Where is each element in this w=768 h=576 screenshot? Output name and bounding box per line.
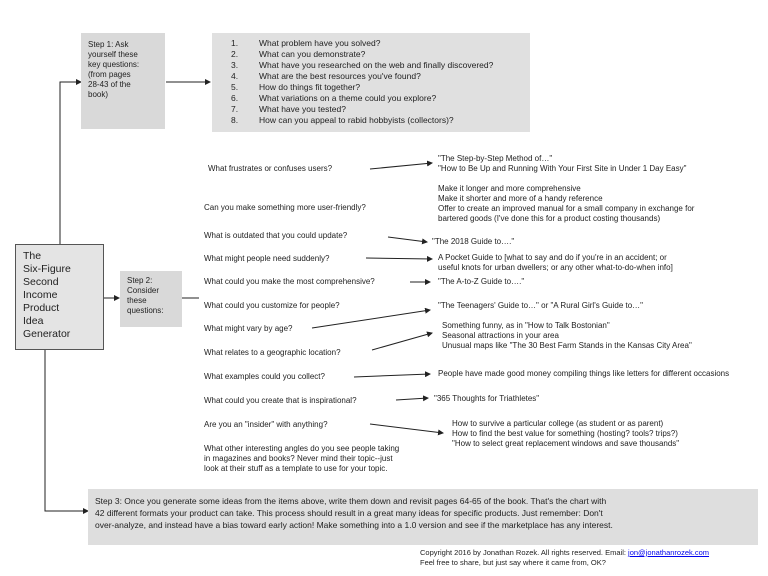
step3-line: 42 different formats your product can take. This process should result in a great many ideas for specific products. Just remember: Don't [95, 508, 603, 518]
question-insider: Are you an "insider" with anything? [204, 420, 328, 429]
key-question-item: 8. How can you appeal to rabid hobbyists (collectors)? [231, 115, 454, 125]
arrow-suddenly [366, 258, 432, 259]
question-geographic: What relates to a geographic location? [204, 348, 341, 357]
title-box [15, 244, 104, 350]
arrow-geographic [372, 333, 432, 350]
key-question-item: 1. What problem have you solved? [231, 38, 381, 48]
question-examples: What examples could you collect? [204, 372, 325, 381]
key-questions-box [212, 33, 530, 132]
answer-line: bartered goods (I've done this for a product costing thousands) [438, 214, 661, 223]
answer-frustrates [438, 154, 686, 174]
step1-line: key questions: [88, 60, 140, 69]
answer-line: How to survive a particular college (as student or as parent) [452, 419, 664, 428]
answer-line: Offer to create an improved manual for a small company in exchange for [438, 204, 695, 213]
answer-comprehensive: "The A-to-Z Guide to…." [438, 277, 525, 286]
title-line: Generator [23, 328, 71, 340]
answer-line: "How to Be Up and Running With Your First Site in Under 1 Day Easy" [438, 164, 687, 173]
question-angles-line: in magazines and books? Never mind their topic--just [204, 454, 393, 463]
arrow-outdated [388, 237, 427, 242]
copyright-text: Copyright 2016 by Jonathan Rozek. All rights reserved. Email: [420, 548, 629, 557]
arrow-inspirational [396, 398, 428, 400]
email-link[interactable]: jon@jonathanrozek.com [628, 548, 710, 557]
answer-user-friendly [438, 184, 694, 224]
answer-line: "How to select great replacement windows and save thousands" [452, 439, 680, 448]
title-line: Income [23, 289, 58, 301]
answer-line: Seasonal attractions in your area [442, 331, 559, 340]
step2-box [120, 271, 182, 327]
step1-line: Step 1: Ask [88, 40, 129, 49]
title-line: Six-Figure [23, 263, 71, 275]
answer-inspirational: "365 Thoughts for Triathletes" [434, 394, 540, 403]
answer-line: A Pocket Guide to [what to say and do if you're in an accident; or [438, 253, 667, 262]
key-question-item: 6. What variations on a theme could you explore? [231, 93, 437, 103]
question-angles [204, 444, 399, 474]
answer-line: Something funny, as in "How to Talk Bostonian" [442, 321, 610, 330]
answer-line: useful knots for urban dwellers; or any other what-to-do-when info] [438, 263, 673, 272]
question-suddenly: What might people need suddenly? [204, 254, 330, 263]
answer-line: How to find the best value for something (hosting? tools? trips?) [452, 429, 678, 438]
question-age: What might vary by age? [204, 324, 293, 333]
question-angles-line: look at their stuff as a template to use for your topic. [204, 464, 388, 473]
step1-box [81, 33, 165, 129]
question-frustrates: What frustrates or confuses users? [208, 164, 333, 173]
spine-to-step1 [60, 82, 81, 244]
answer-insider [452, 419, 679, 449]
answer-customize: "The Teenagers' Guide to…" or "A Rural Girl's Guide to…" [438, 301, 644, 310]
answer-examples: People have made good money compiling things like letters for different occasions [438, 369, 730, 378]
key-question-item: 4. What are the best resources you've found? [231, 71, 421, 81]
answer-outdated: "The 2018 Guide to…." [432, 237, 515, 246]
key-question-item: 3. What have you researched on the web and finally discovered? [231, 60, 494, 70]
step1-line: book) [88, 90, 109, 99]
question-user-friendly: Can you make something more user-friendly? [204, 203, 366, 212]
step2-line: questions: [127, 306, 164, 315]
step3-line: Step 3: Once you generate some ideas from the items above, write them down and revisit pages 64-65 of the book. That's the chart with [95, 496, 607, 506]
title-line: Product [23, 302, 60, 314]
title-line: The [23, 250, 42, 262]
step1-line: yourself these [88, 50, 138, 59]
step2-line: Consider [127, 286, 160, 295]
question-angles-line: What other interesting angles do you see people taking [204, 444, 400, 453]
answer-age-geographic [442, 321, 692, 351]
arrow-insider [370, 424, 443, 433]
title-line: Idea [23, 315, 44, 327]
answer-line: Make it shorter and more of a handy reference [438, 194, 603, 203]
spine-to-step3 [45, 350, 88, 511]
step2-line: Step 2: [127, 276, 153, 285]
question-customize: What could you customize for people? [204, 301, 340, 310]
arrow-age [312, 310, 430, 328]
step1-line: (from pages [88, 70, 131, 79]
arrow-examples [354, 374, 430, 377]
step3-line: over-analyze, and instead have a bias toward early action! Make something into a 1.0 version and see if the marketplace has any interest. [95, 520, 613, 530]
answer-line: Unusual maps like "The 30 Best Farm Stands in the Kansas City Area" [442, 341, 692, 350]
key-question-item: 2. What can you demonstrate? [231, 49, 366, 59]
key-question-item: 7. What have you tested? [231, 104, 346, 114]
title-line: Second [23, 276, 59, 288]
question-outdated: What is outdated that you could update? [204, 231, 348, 240]
answer-line: Make it longer and more comprehensive [438, 184, 581, 193]
copyright-note: Feel free to share, but just say where it came from, OK? [420, 557, 606, 567]
question-comprehensive: What could you make the most comprehensive? [204, 277, 375, 286]
answer-line: "The Step-by-Step Method of…" [438, 154, 553, 163]
copyright [420, 548, 709, 567]
question-inspirational: What could you create that is inspirational? [204, 396, 357, 405]
arrow-frustrates [370, 163, 432, 169]
step2-line: these [127, 296, 147, 305]
key-question-item: 5. How do things fit together? [231, 82, 361, 92]
step1-line: 28-43 of the [88, 80, 131, 89]
answer-suddenly [438, 253, 673, 273]
step3-box [88, 489, 758, 545]
